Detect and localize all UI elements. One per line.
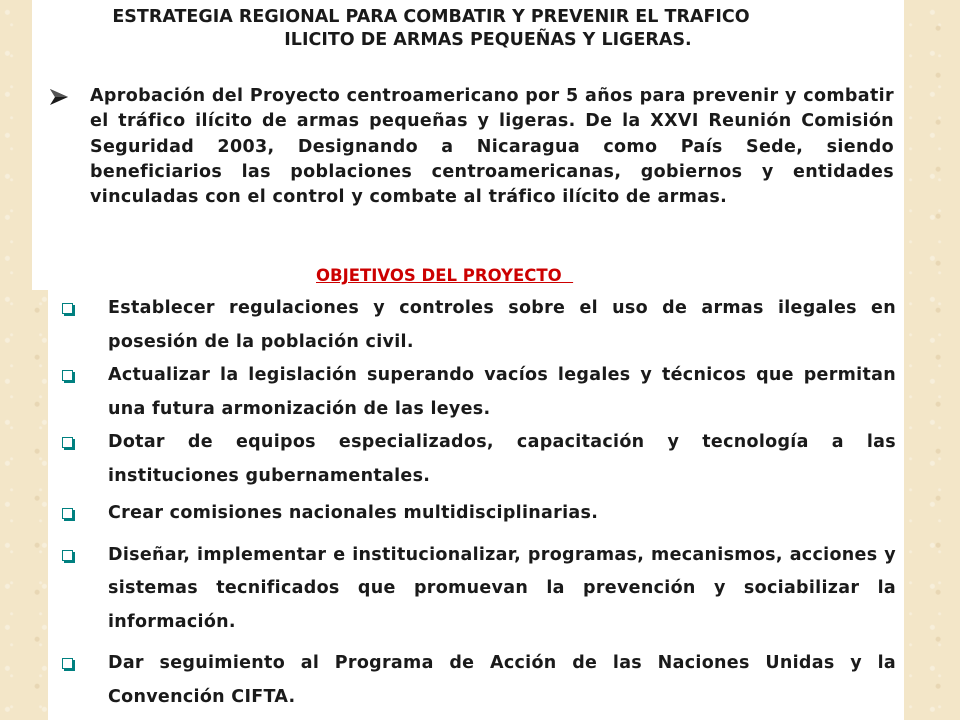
slide-title-line-1: ESTRATEGIA REGIONAL PARA COMBATIR Y PREVENIR EL TRAFICO (112, 7, 750, 27)
square-bullet-icon (62, 437, 73, 448)
intro-paragraph (48, 84, 894, 210)
objective-text: Dar seguimiento al Programa de Acción de las Naciones Unidas y la Convención CIFTA. (108, 653, 896, 707)
objective-item (62, 647, 896, 714)
objective-item (62, 497, 896, 531)
intro-text: Aprobación del Proyecto centroamericano por 5 años para prevenir y combatir el tráfico ilícito de armas pequeñas y ligeras. De la XXVI Reunión Comisión Seguridad 2003, Designando a Nicaragua como País Sede, siendo beneficiarios las poblaciones centroamericanas, gobiernos y entidades vinculadas con el control y combate al tráfico ilícito de armas. (90, 86, 894, 208)
objective-item (62, 359, 896, 426)
objective-text: Actualizar la legislación superando vacíos legales y técnicos que permitan una futura armonización de las leyes. (108, 365, 896, 419)
square-bullet-icon (62, 658, 73, 669)
objective-text: Dotar de equipos especializados, capacitación y tecnología a las instituciones gubernamentales. (108, 432, 896, 486)
slide-title (32, 6, 904, 52)
square-bullet-icon (62, 370, 73, 381)
objective-item (62, 539, 896, 640)
objectives-list (62, 292, 896, 714)
objective-text: Establecer regulaciones y controles sobre el uso de armas ilegales en posesión de la población civil. (108, 298, 896, 352)
objective-text: Crear comisiones nacionales multidisciplinarias. (108, 503, 599, 523)
section-heading: OBJETIVOS DEL PROYECTO (316, 266, 574, 285)
objective-text: Diseñar, implementar e institucionalizar, programas, mecanismos, acciones y sistemas tecnificados que promuevan la prevención y sociabilizar la información. (108, 544, 896, 632)
objective-item (62, 426, 896, 493)
square-bullet-icon (62, 508, 73, 519)
slide-title-line-2: ILICITO DE ARMAS PEQUEÑAS Y LIGERAS. (284, 30, 692, 50)
square-bullet-icon (62, 303, 73, 314)
square-bullet-icon (62, 550, 73, 561)
arrow-bullet-icon (48, 88, 70, 106)
objective-item (62, 292, 896, 359)
